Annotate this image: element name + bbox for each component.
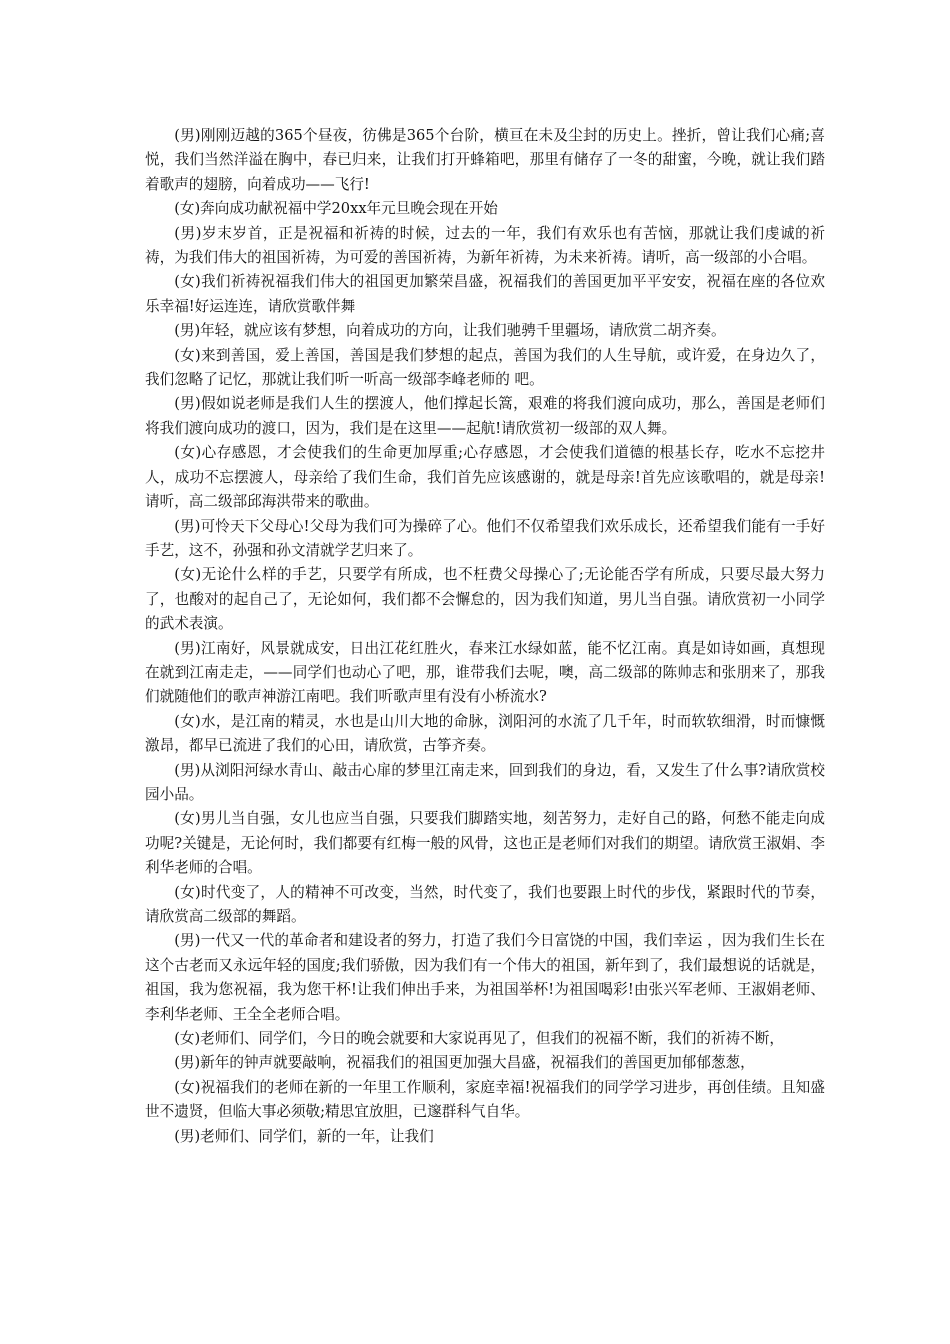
document-body xyxy=(145,124,825,1149)
paragraph-10: (女)无论什么样的手艺，只要学有所成，也不枉费父母操心了;无论能否学有所成，只要尽最大努力了，也酸对的起自己了，无论如何，我们都不会懈怠的，因为我们知道，男儿当自强。请欣赏初一小同学的武术表演。 xyxy=(145,566,825,633)
paragraph-9: (男)可怜天下父母心!父母为我们可为操碎了心。他们不仅希望我们欢乐成长，还希望我们能有一手好手艺，这不，孙强和孙文清就学艺归来了。 xyxy=(145,517,825,559)
paragraph-18: (男)新年的钟声就要敲响，祝福我们的祖国更加强大昌盛，祝福我们的善国更加郁郁葱葱， xyxy=(174,1054,755,1072)
paragraph-15: (女)时代变了，人的精神不可改变，当然，时代变了，我们也要跟上时代的步伐，紧跟时代的节奏，请欣赏高二级部的舞蹈。 xyxy=(145,883,825,925)
paragraph-6: (女)来到善国，爱上善国，善国是我们梦想的起点，善国为我们的人生导航，或许爱，在身边久了，我们忽略了记忆，那就让我们听一听高一级部李峰老师的 吧。 xyxy=(145,346,825,389)
paragraph-2: (女)奔向成功献祝福中学20xx年元旦晚会现在开始 xyxy=(174,200,498,218)
paragraph-12: (女)水，是江南的精灵，水也是山川大地的命脉，浏阳河的水流了几千年，时而软软细滑，时而慷慨激昂，都早已流进了我们的心田，请欣赏，古筝齐奏。 xyxy=(145,712,825,755)
paragraph-8: (女)心存感恩，才会使我们的生命更加厚重;心存感恩，才会使我们道德的根基长存，吃水不忘挖井人，成功不忘摆渡人，母亲给了我们生命，我们首先应该感谢的，就是母亲!首先应该歌唱的，就是母亲!请听，高二级部邱海洪带来的歌曲。 xyxy=(145,444,825,511)
paragraph-17: (女)老师们、同学们，今日的晚会就要和大家说再见了，但我们的祝福不断，我们的祈祷不断， xyxy=(174,1030,784,1048)
paragraph-7: (男)假如说老师是我们人生的摆渡人，他们撑起长篙，艰难的将我们渡向成功，那么，善国是老师们将我们渡向成功的渡口，因为，我们是在这里——起航!请欣赏初一级部的双人舞。 xyxy=(145,395,825,437)
paragraph-4: (女)我们祈祷祝福我们伟大的祖国更加繁荣昌盛，祝福我们的善国更加平平安安，祝福在座的各位欢乐幸福!好运连连，请欣赏歌伴舞 xyxy=(145,273,825,315)
paragraph-5: (男)年轻，就应该有梦想，向着成功的方向，让我们驰骋千里疆场，请欣赏二胡齐奏。 xyxy=(174,322,726,340)
paragraph-14: (女)男儿当自强，女儿也应当自强，只要我们脚踏实地，刻苦努力，走好自己的路，何愁不能走向成功呢?关键是，无论何时，我们都要有红梅一般的风骨，这也正是老师们对我们的期望。请欣赏王淑娟、李利华老师的合唱。 xyxy=(145,810,825,877)
paragraph-13: (男)从浏阳河绿水青山、敲击心扉的梦里江南走来，回到我们的身边，看，又发生了什么事?请欣赏校园小品。 xyxy=(145,761,825,803)
paragraph-11: (男)江南好，风景就成安，日出江花红胜火，春来江水绿如蓝，能不忆江南。真是如诗如画，真想现在就到江南走走，——同学们也动心了吧，那，谁带我们去呢，噢，高二级部的陈帅志和张朋来了，那我们就随他们的歌声神游江南吧。我们听歌声里有没有小桥流水? xyxy=(145,639,825,706)
paragraph-20: (男)老师们、同学们，新的一年，让我们 xyxy=(174,1127,434,1145)
paragraph-1: (男)刚刚迈越的365个昼夜，彷佛是365个台阶，横亘在未及尘封的历史上。挫折，曾让我们心痛;喜悦，我们当然洋溢在胸中，春已归来，让我们打开蜂箱吧，那里有储存了一冬的甜蜜，今晚，就让我们踏着歌声的翅膀，向着成功——飞行! xyxy=(145,127,825,193)
paragraph-3: (男)岁末岁首，正是祝福和祈祷的时候，过去的一年，我们有欢乐也有苦恼，那就让我们虔诚的祈祷，为我们伟大的祖国祈祷，为可爱的善国祈祷，为新年祈祷，为未来祈祷。请听，高一级部的小合唱。 xyxy=(145,224,825,267)
paragraph-19: (女)祝福我们的老师在新的一年里工作顺利，家庭幸福!祝福我们的同学学习进步，再创佳绩。且知盛世不遗贤，但临大事必须敬;精思宜放胆，已邃群科气自华。 xyxy=(145,1078,825,1121)
paragraph-16: (男)一代又一代的革命者和建设者的努力，打造了我们今日富饶的中国，我们幸运 ，因为我们生长在这个古老而又永远年轻的国度;我们骄傲，因为我们有一个伟大的祖国，新年到了，我们最想说的话就是，祖国，我为您祝福，我为您干杯!让我们伸出手来，为祖国举杯!为祖国喝彩!由张兴军老师、王淑娟老师、李利华老师、王全全老师合唱。 xyxy=(145,932,825,1023)
